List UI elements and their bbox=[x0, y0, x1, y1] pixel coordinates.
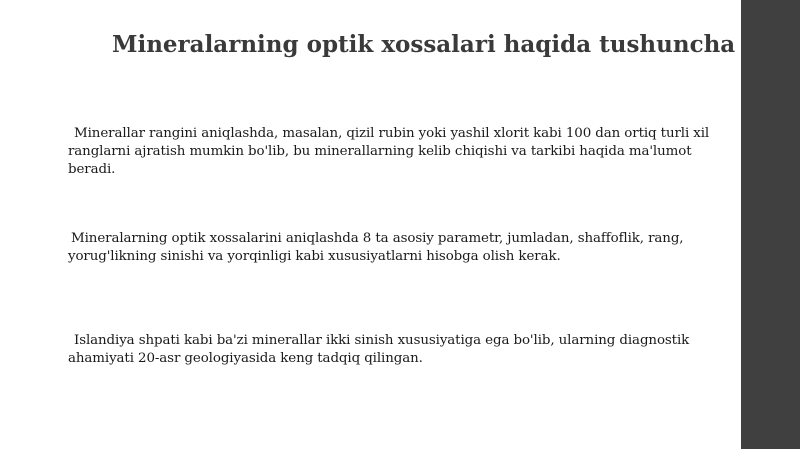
side-bar bbox=[741, 0, 800, 449]
paragraph-mineral-colors: Minerallar rangini aniqlashda, masalan, qizil rubin yoki yashil xlorit kabi 100 dan ortiq turli xil ranglarni ajratish mumkin bo'lib, bu minerallarning kelib chiqishi va tarkibi haqida ma'lumot beradi. bbox=[68, 126, 710, 177]
paragraph-birefringence: Islandiya shpati kabi ba'zi minerallar ikki sinish xususiyatiga ega bo'lib, ularning diagnostik ahamiyati 20-asr geologiyasida keng tadqiq qilingan. bbox=[68, 333, 690, 366]
slide-title: Mineralarning optik xossalari haqida tushuncha bbox=[112, 31, 736, 58]
paragraph-optical-parameters: Mineralarning optik xossalarini aniqlashda 8 ta asosiy parametr, jumladan, shaffoflik, rang, yorug'likning sinishi va yorqinligi kabi xususiyatlarni hisobga olish kerak. bbox=[68, 231, 684, 264]
